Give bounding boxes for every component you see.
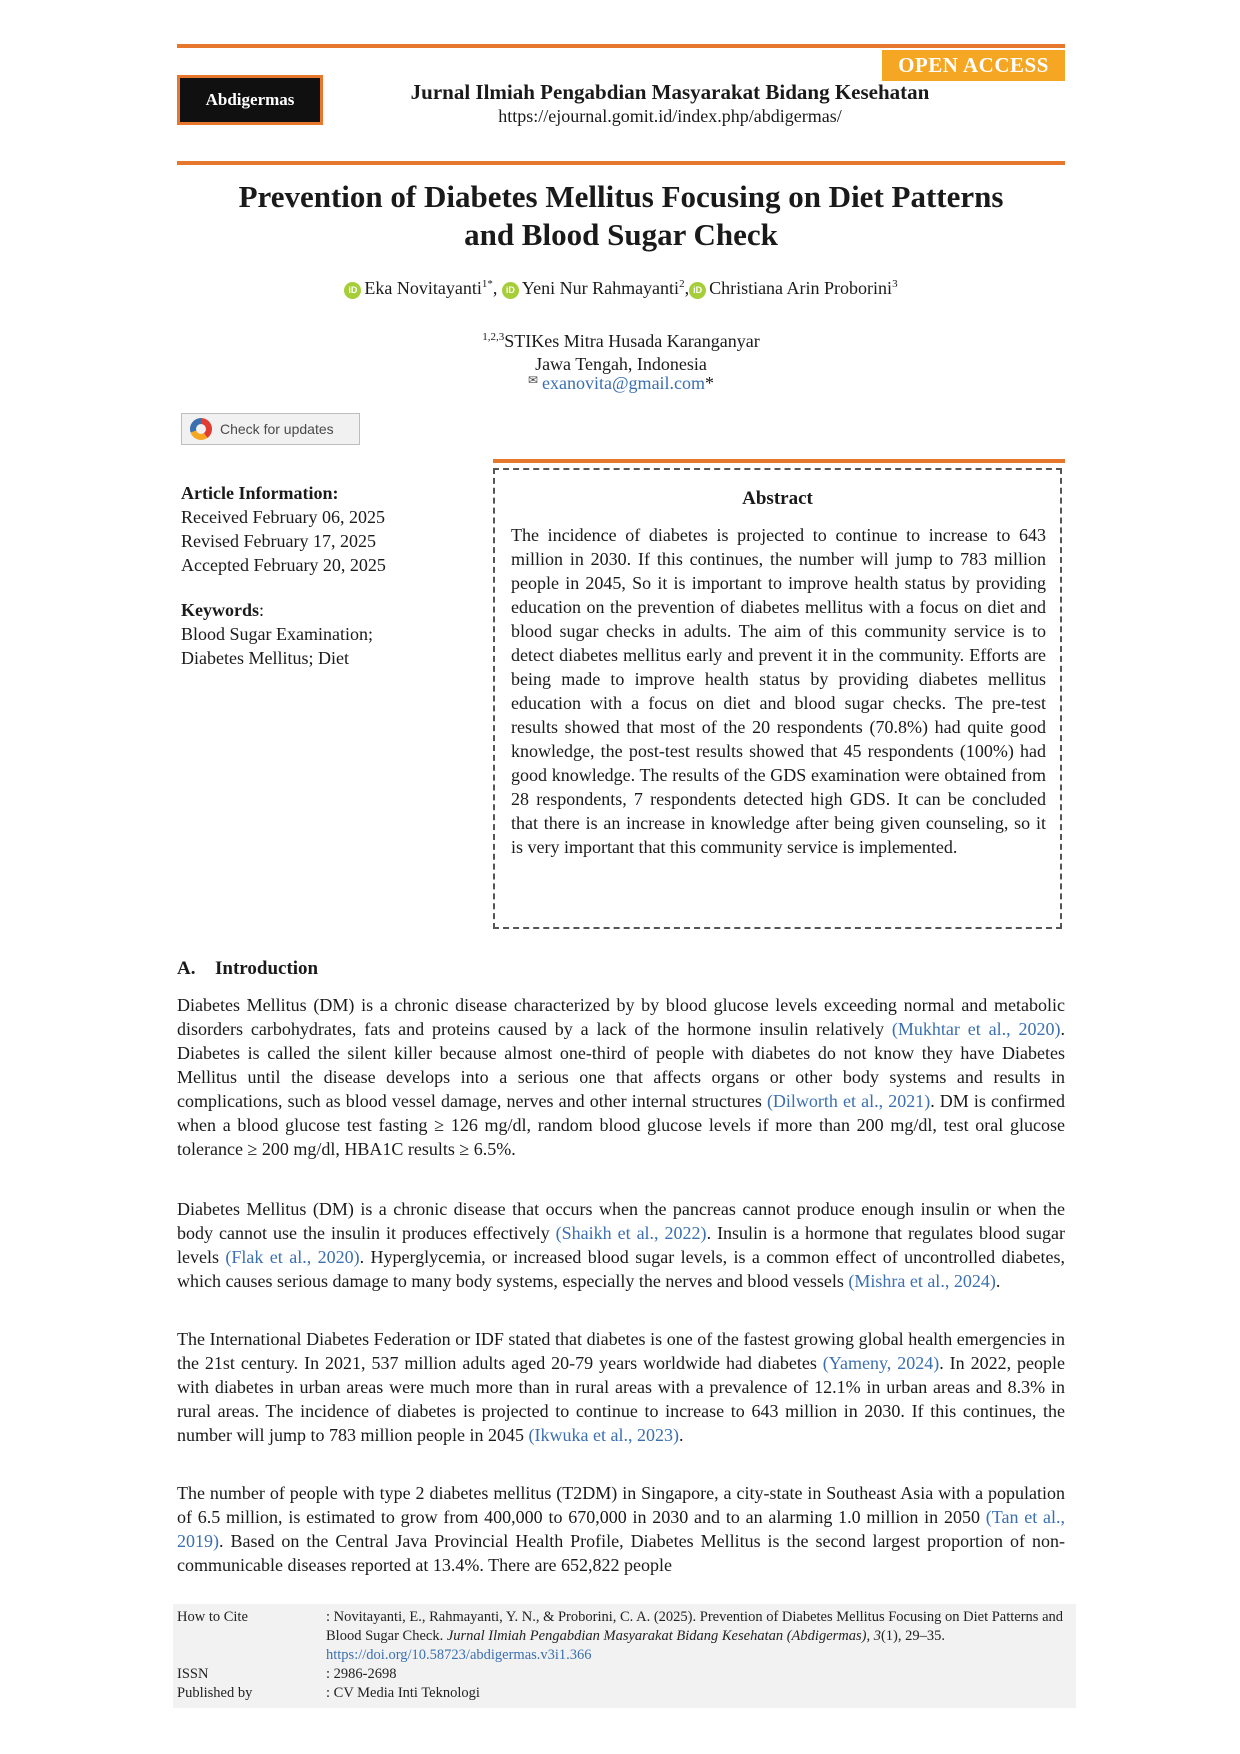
citation-link[interactable]: (Mukhtar et al., 2020) xyxy=(891,1019,1061,1039)
email-link[interactable]: exanovita@gmail.com xyxy=(542,373,706,393)
how-to-cite-label: How to Cite xyxy=(177,1609,248,1625)
author-2[interactable]: iD Yeni Nur Rahmayanti$^2$, xyxy=(502,278,689,298)
journal-url[interactable]: https://ejournal.gomit.id/index.php/abdigermas/ xyxy=(498,106,842,126)
keywords-line: Blood Sugar Examination; xyxy=(181,624,373,644)
revised-date: Revised February 17, 2025 xyxy=(181,531,376,551)
keywords-heading: Keywords xyxy=(181,600,259,620)
envelope-icon: ✉ xyxy=(527,373,539,387)
article-information xyxy=(181,481,441,577)
paragraph: Diabetes Mellitus (DM) is a chronic disease that occurs when the pancreas cannot produce enough insulin or when the body cannot use the insulin it produces effectively (Shaikh et al., 2022). Insulin is a hormone that regulates blood sugar levels (Flak et al., 2020). Hyperglycemia, or increased blood sugar levels, is a common effect of uncontrolled diabetes, which causes serious damage to many body systems, especially the nerves and blood vessels (Mishra et al., 2024). xyxy=(177,1199,1065,1291)
orcid-icon[interactable]: iD xyxy=(689,282,706,299)
citation-footer xyxy=(173,1604,1076,1708)
citation-link[interactable]: (Yameny, 2024) xyxy=(822,1353,940,1373)
citation-link[interactable]: (Flak et al., 2020) xyxy=(225,1247,360,1267)
paragraph: Diabetes Mellitus (DM) is a chronic disease characterized by by blood glucose levels exceeding normal and metabolic disorders carbohydrates, fats and proteins caused by a lack of the hormone insulin relatively (Mukhtar et al., 2020). Diabetes is called the silent killer because almost one-third of people with diabetes do not know they have Diabetes Mellitus until the disease develops into a serious one that affects organs or other body systems and results in complications, such as blood vessel damage, nerves and other internal structures (Dilworth et al., 2021). DM is confirmed when a blood glucose test fasting ≥ 126 mg/dl, random blood glucose levels if more than 200 mg/dl, test oral glucose tolerance ≥ 200 mg/dl, HBA1C results ≥ 6.5%. xyxy=(177,995,1065,1159)
institution: STIKes Mitra Husada Karanganyar xyxy=(504,331,760,351)
section-number: A. xyxy=(177,958,196,979)
abstract-rule xyxy=(493,459,1065,463)
check-for-updates-button[interactable] xyxy=(181,413,360,445)
header-rule xyxy=(177,161,1065,165)
received-date: Received February 06, 2025 xyxy=(181,507,385,527)
publisher-label: Published by xyxy=(177,1685,253,1701)
top-rule xyxy=(177,44,1065,48)
abstract-text: The incidence of diabetes is projected to continue to increase to 643 million in 2030. If this continues, the number will jump to 783 million people in 2045, So it is important to improve health status by providing education on the prevention of diabetes mellitus with a focus on diet and blood sugar checks in adults. The aim of this community service is to detect diabetes mellitus early and prevent it in the community. Efforts are being made to improve health status by providing diabetes mellitus education with a focus on diet and blood sugar checks. The pre-test results showed that most of the 20 respondents (70.8%) had quite good knowledge, the post-test results showed that 45 respondents (100%) had good knowledge. The results of the GDS examination were obtained from 28 respondents, 7 respondents detected high GDS. It can be concluded that there is an increase in knowledge after being given counseling, so it is very important that this community service is implemented. xyxy=(511,525,1046,857)
citation-link[interactable]: (Ikwuka et al., 2023) xyxy=(528,1425,679,1445)
location: Jawa Tengah, Indonesia xyxy=(535,354,707,374)
affiliation-sup: 1,2,3 xyxy=(482,331,505,343)
doi-link[interactable]: https://doi.org/10.58723/abdigermas.v3i1.366 xyxy=(326,1647,592,1663)
paragraph: The number of people with type 2 diabetes mellitus (T2DM) in Singapore, a city-state in Southeast Asia with a population of 6.5 million, is estimated to grow from 400,000 to 670,000 in 2030 and to an alarming 1.0 million in 2050 (Tan et al., 2019). Based on the Central Java Provincial Health Profile, Diabetes Mellitus is the second largest proportion of non-communicable diseases reported at 13.4%. There are 652,822 people xyxy=(177,1483,1065,1575)
crossmark-icon xyxy=(190,418,212,440)
author-1[interactable]: iD Eka Novitayanti$^{1*}$, xyxy=(344,278,501,298)
title-line-2: and Blood Sugar Check xyxy=(464,217,778,252)
citation-link[interactable]: (Mishra et al., 2024) xyxy=(848,1271,996,1291)
open-access-badge: OPEN ACCESS xyxy=(882,50,1065,81)
journal-name: Jurnal Ilmiah Pengabdian Masyarakat Bidang Kesehatan xyxy=(410,80,930,104)
publisher-value: : CV Media Inti Teknologi xyxy=(326,1685,480,1701)
keywords: Keywords: Blood Sugar Examination; Diabetes Mellitus; Diet xyxy=(181,598,441,670)
keywords-line: Diabetes Mellitus; Diet xyxy=(181,648,349,668)
issn-value: : 2986-2698 xyxy=(326,1666,397,1682)
paper-title xyxy=(177,178,1065,254)
citation-link[interactable]: (Tan et al., 2019) xyxy=(177,1507,1065,1551)
issn-label: ISSN xyxy=(177,1666,209,1682)
citation-link[interactable]: (Shaikh et al., 2022) xyxy=(555,1223,707,1243)
orcid-icon[interactable]: iD xyxy=(502,282,519,299)
author-3[interactable]: iD Christiana Arin Proborini$^3$ xyxy=(689,278,898,298)
citation-link[interactable]: (Dilworth et al., 2021) xyxy=(766,1091,931,1111)
check-updates-label: Check for updates xyxy=(220,421,334,437)
email-line: ✉ exanovita@gmail.com* xyxy=(527,373,715,393)
section-title: Introduction xyxy=(215,958,319,979)
orcid-icon[interactable]: iD xyxy=(344,282,361,299)
journal-logo[interactable]: Abdigermas xyxy=(177,75,323,125)
title-line-1: Prevention of Diabetes Mellitus Focusing on Diet Patterns xyxy=(238,179,1004,214)
affiliation xyxy=(177,326,1065,376)
accepted-date: Accepted February 20, 2025 xyxy=(181,555,386,575)
section-heading xyxy=(177,958,318,980)
abstract-heading: Abstract xyxy=(742,488,813,509)
author-list xyxy=(177,278,1065,299)
article-info-heading: Article Information: xyxy=(181,483,339,503)
how-to-cite-text: : Novitayanti, E., Rahmayanti, Y. N., & Proborini, C. A. (2025). Prevention of Diabetes Mellitus Focusing on Diet Patterns and Blood Sugar Check. Jurnal Ilmiah Pengabdian Masyarakat Bidang Kesehatan (Abdigermas), 3(1), 29–35. https://doi.org/10.58723/abdigermas.v3i1.366 xyxy=(326,1609,1064,1663)
paragraph: The International Diabetes Federation or IDF stated that diabetes is one of the fastest growing global health emergencies in the 21st century. In 2021, 537 million adults aged 20-79 years worldwide had diabetes (Yameny, 2024). In 2022, people with diabetes in urban areas were much more than in rural areas with a prevalence of 12.1% in urban areas and 8.3% in rural areas. The incidence of diabetes is projected to continue to increase to 643 million in 2030. If this continues, the number will jump to 783 million people in 2045 (Ikwuka et al., 2023). xyxy=(177,1329,1065,1445)
